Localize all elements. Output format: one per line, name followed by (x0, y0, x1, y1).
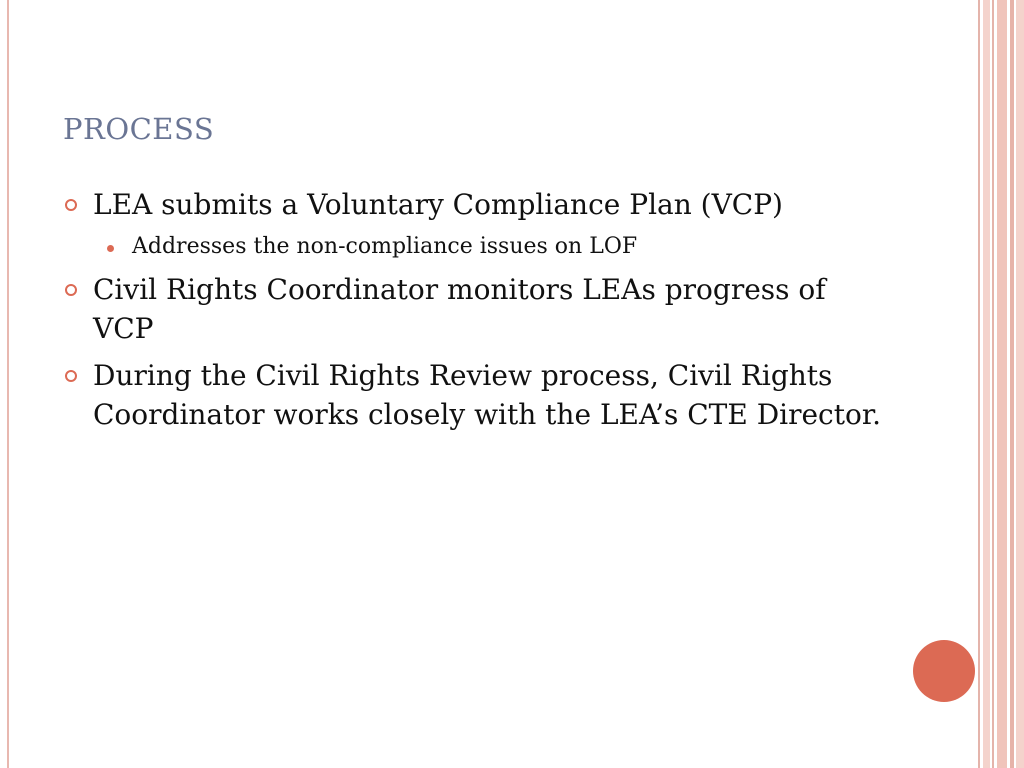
ring-bullet-icon (65, 284, 77, 296)
bullet-item (62, 185, 892, 224)
stripe (992, 0, 994, 768)
sub-bullet-text: Addresses the non-compliance issues on LOF (132, 234, 638, 259)
ring-bullet-icon (65, 370, 77, 382)
bullet-text: During the Civil Rights Review process, Civil Rights Coordinator works closely with the LEA’s CTE Director. (93, 359, 882, 431)
left-border-line (7, 0, 9, 768)
bullet-list (62, 185, 892, 442)
stripe (983, 0, 990, 768)
right-stripe-band (978, 0, 1024, 768)
ring-bullet-icon (65, 199, 77, 211)
stripe (1010, 0, 1014, 768)
dot-bullet-icon (107, 245, 114, 252)
bullet-text: Civil Rights Coordinator monitors LEAs progress of VCP (93, 273, 826, 345)
stripe (1016, 0, 1024, 768)
bullet-item (62, 270, 892, 348)
stripe (978, 0, 980, 768)
sub-bullet-item (62, 232, 892, 262)
bullet-item (62, 356, 892, 434)
bullet-text: LEA submits a Voluntary Compliance Plan (VCP) (93, 188, 783, 221)
slide-title: PROCESS (63, 112, 215, 146)
stripe (997, 0, 1007, 768)
accent-circle-decoration (913, 640, 975, 702)
